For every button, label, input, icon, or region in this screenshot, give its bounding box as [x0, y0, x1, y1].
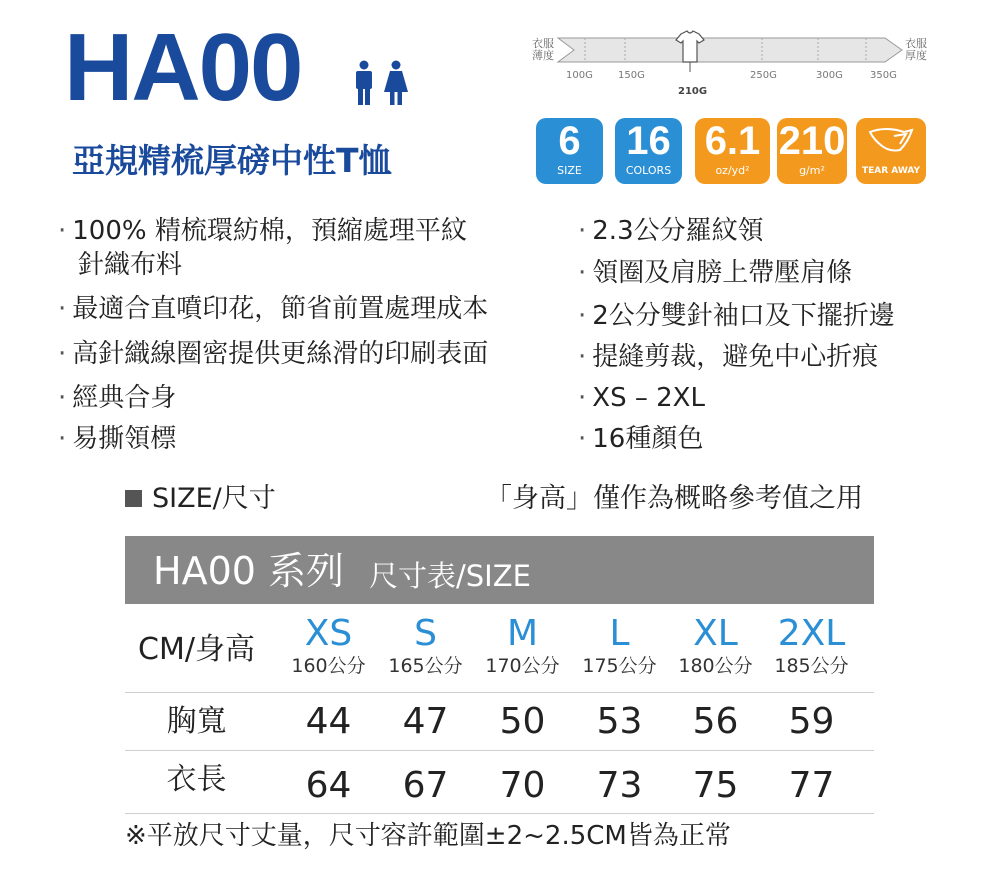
feature-item: · 16種顏色: [578, 424, 704, 454]
marker-210g: 210G: [678, 86, 708, 97]
size-count-badge: 6 SIZE: [536, 118, 603, 184]
tick-300g: 300G: [816, 70, 843, 81]
feature-item: · 領圈及肩膀上帶壓肩條: [578, 258, 853, 288]
thick-label: 衣服 厚度: [905, 37, 927, 62]
table-title: HA00 系列: [153, 549, 345, 593]
table-cell: 73: [596, 765, 643, 806]
table-divider: [125, 692, 874, 693]
feature-item: · XS – 2XL: [578, 383, 705, 413]
size-table-header: [125, 536, 874, 604]
table-cell: 50: [499, 701, 546, 742]
female-icon: [384, 61, 408, 106]
tick-250g: 250G: [750, 70, 777, 81]
feature-item: · 經典合身: [58, 383, 177, 413]
ounce-weight-badge: 6.1 oz/yd²: [695, 118, 770, 184]
tick-350g: 350G: [870, 70, 897, 81]
table-divider: [125, 750, 874, 751]
size-column-xl: XL 180公分: [678, 613, 753, 677]
product-subtitle: 亞規精梳厚磅中性T恤: [72, 141, 392, 180]
feature-item: · 高針織線圈密提供更絲滑的印刷表面: [58, 339, 489, 369]
feature-item: · 100% 精梳環紡棉，預縮處理平紋: [58, 216, 467, 246]
table-subtitle: 尺寸表/SIZE: [369, 559, 531, 593]
tick-100g: 100G: [566, 70, 593, 81]
table-cell: 67: [402, 765, 449, 806]
gsm-weight-badge: 210 g/m²: [777, 118, 847, 184]
chest-width-label: 胸寬: [166, 704, 227, 739]
height-row-label: CM/身高: [138, 632, 255, 667]
feature-item: · 最適合直噴印花，節省前置處理成本: [58, 294, 489, 324]
male-icon: [356, 61, 372, 106]
model-title: HA00: [64, 14, 302, 121]
feature-item: · 2公分雙針袖口及下擺折邊: [578, 301, 895, 331]
fabric-weight-scale: [530, 30, 930, 100]
size-column-xs: XS 160公分: [291, 613, 366, 677]
table-divider: [125, 813, 874, 814]
table-cell: 47: [402, 701, 449, 742]
tear-away-icon: [856, 118, 926, 164]
tear-away-badge: TEAR AWAY: [856, 118, 926, 184]
feature-item: · 提縫剪裁，避免中心折痕: [578, 342, 879, 372]
table-cell: 56: [692, 701, 739, 742]
table-cell: 70: [499, 765, 546, 806]
tick-150g: 150G: [618, 70, 645, 81]
size-section-title: SIZE/尺寸: [152, 483, 276, 514]
feature-item-continued: 針織布料: [78, 250, 183, 280]
table-cell: 44: [305, 701, 352, 742]
size-column-2xl: 2XL 185公分: [774, 613, 849, 677]
measurement-footnote: ※平放尺寸丈量，尺寸容許範圍±2~2.5CM皆為正常: [125, 821, 731, 851]
height-reference-note: 「身高」僅作為概略參考值之用: [485, 483, 863, 514]
square-bullet-icon: [125, 490, 142, 507]
color-count-badge: 16 COLORS: [615, 118, 682, 184]
size-column-m: M 170公分: [485, 613, 560, 677]
table-cell: 75: [692, 765, 739, 806]
table-cell: 77: [788, 765, 835, 806]
size-column-l: L 175公分: [582, 613, 657, 677]
table-cell: 59: [788, 701, 835, 742]
table-cell: 64: [305, 765, 352, 806]
feature-item: · 2.3公分羅紋領: [578, 216, 764, 246]
body-length-label: 衣長: [166, 762, 227, 797]
thin-label: 衣服 薄度: [532, 37, 554, 62]
table-cell: 53: [596, 701, 643, 742]
size-column-s: S 165公分: [388, 613, 463, 677]
unisex-icon: [350, 60, 412, 106]
feature-item: · 易撕領標: [58, 424, 177, 454]
